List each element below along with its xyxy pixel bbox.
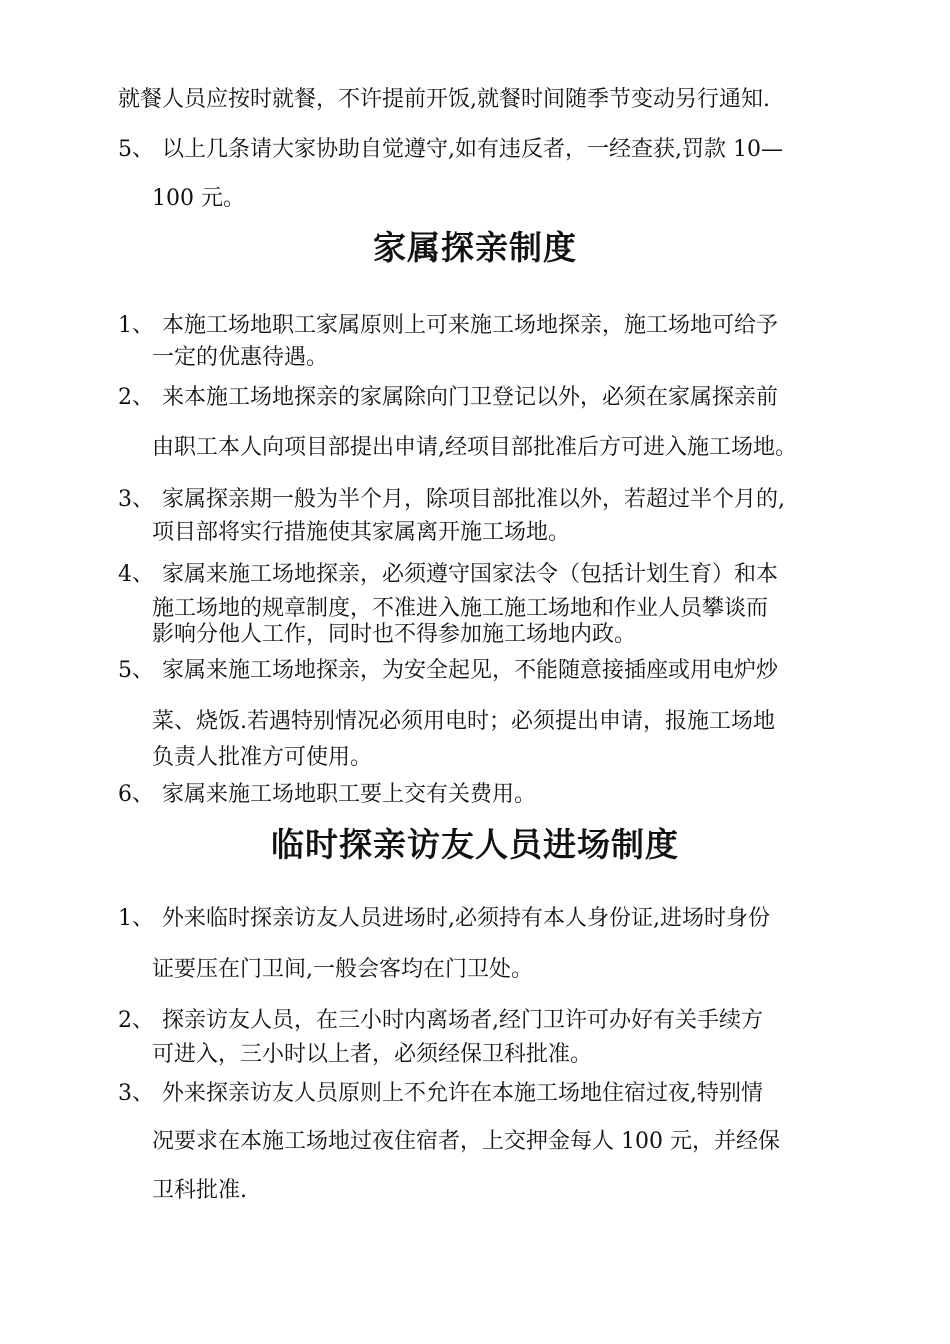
section-title-visitor-entry: 临时探亲访友人员进场制度 [271,825,679,864]
list-item-line: 影响分他人工作，同时也不得参加施工场地内政。 [152,622,637,647]
list-item-line: 外来探亲访友人员原则上不允许在本施工场地住宿过夜,特别情 [162,1081,763,1106]
item-number: 4、 [118,562,154,587]
list-item-line: 证要压在门卫间,一般会客均在门卫处。 [152,957,533,982]
item-number: 2、 [118,1008,154,1033]
section-title-family-visit: 家属探亲制度 [373,228,577,267]
intro-text-line: 就餐人员应按时就餐，不许提前开饭,就餐时间随季节变动另行通知. [118,87,770,112]
list-item-line: 一定的优惠待遇。 [152,345,329,370]
list-item-line: 外来临时探亲访友人员进场时,必须持有本人身份证,进场时身份 [162,906,770,931]
list-item-line: 况要求在本施工场地过夜住宿者，上交押金每人 100 元，并经保 [152,1129,780,1154]
intro-item-line: 100 元。 [152,186,245,211]
list-item-line: 施工场地的规章制度，不准进入施工施工场地和作业人员攀谈而 [152,596,769,621]
list-item-line: 菜、烧饭.若遇特别情况必须用电时；必须提出申请，报施工场地 [152,709,775,734]
item-number: 1、 [118,313,154,338]
item-number: 3、 [118,487,154,512]
list-item-line: 来本施工场地探亲的家属除向门卫登记以外，必须在家属探亲前 [162,385,779,410]
list-item-line: 本施工场地职工家属原则上可来施工场地探亲，施工场地可给予 [162,313,779,338]
list-item-line: 家属来施工场地探亲，为安全起见，不能随意接插座或用电炉炒 [162,658,779,683]
list-item-line: 探亲访友人员，在三小时内离场者,经门卫许可办好有关手续方 [162,1008,763,1033]
list-item-line: 可进入，三小时以上者，必须经保卫科批准。 [152,1042,593,1067]
item-number: 2、 [118,385,154,410]
list-item-line: 卫科批准. [152,1178,247,1203]
intro-item-line: 以上几条请大家协助自觉遵守,如有违反者，一经查获,罚款 10— [162,137,783,162]
item-number: 5、 [118,137,154,162]
list-item-line: 家属探亲期一般为半个月，除项目部批准以外，若超过半个月的, [162,487,785,512]
list-item-line: 项目部将实行措施使其家属离开施工场地。 [152,520,571,545]
list-item-line: 家属来施工场地探亲，必须遵守国家法令（包括计划生育）和本 [162,562,779,587]
item-number: 5、 [118,658,154,683]
list-item-line: 由职工本人向项目部提出申请,经项目部批准后方可进入施工场地。 [152,435,797,460]
item-number: 3、 [118,1081,154,1106]
item-number: 6、 [118,782,154,807]
item-number: 1、 [118,906,154,931]
list-item-line: 家属来施工场地职工要上交有关费用。 [162,782,537,807]
list-item-line: 负责人批准方可使用。 [152,745,373,770]
